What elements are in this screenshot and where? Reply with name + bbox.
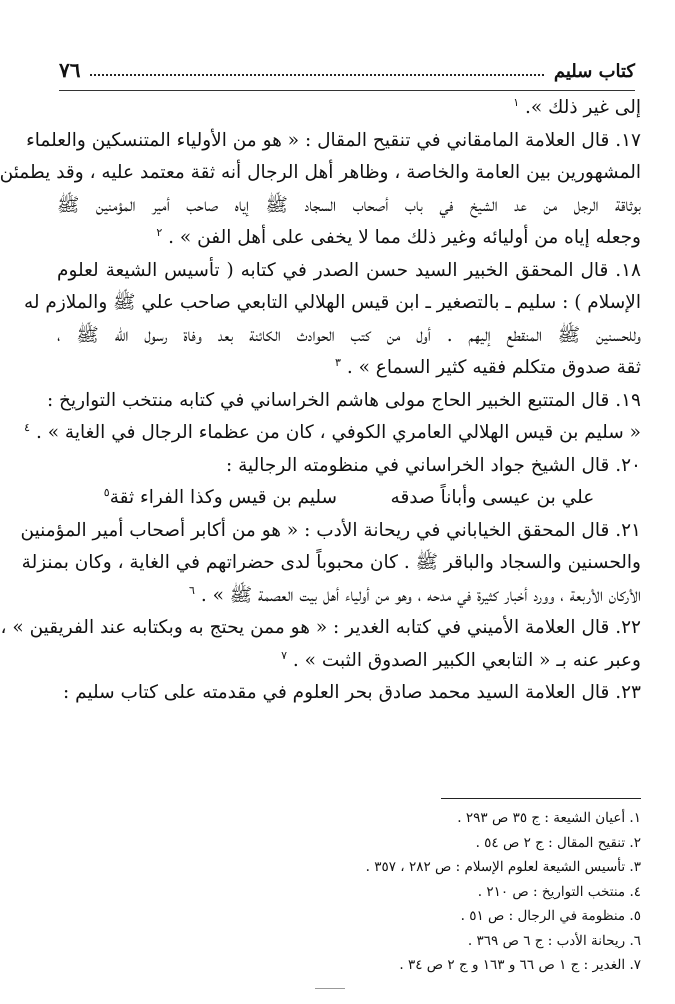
paragraph (57, 450, 641, 483)
text-line: وعبر عنه بـ « التابعي الكبير الصدوق الثبت » . $^٧$ (281, 648, 641, 671)
poem-hemistich-left: سليم بن قيس وكذا الفراء ثقة (109, 487, 338, 508)
footnote-item: ٢. تنقيح المقال : ج ٢ ص ٥٤ . (475, 834, 641, 851)
page-bottom-mark (315, 988, 345, 995)
text-line: « سليم بن قيس الهلالي العامري الكوفي ، كان من عظماء الرجال في الغاية » . $^٤$ (24, 420, 641, 443)
dotted-leader (90, 74, 543, 76)
text-line: المشهورين بين العامة والخاصة ، وظاهر أهل الرجال أنه ثقة معتمد عليه ، وقد يطمئن (0, 162, 641, 183)
footnotes (219, 806, 641, 978)
text-line: وللحسنين ﷺ المنقطع إليهم . أول من كتب الحوادث الكائنة بعد وفاة رسول الله ﷺ ، (57, 324, 641, 346)
text-line: ٢٣. قال العلامة السيد محمد صادق بحر العلوم في مقدمته على كتاب سليم : (62, 682, 641, 703)
footnote-item: ١. أعيان الشيعة : ج ٣٥ ص ٢٩٣ . (457, 810, 641, 826)
text-line: الإسلام ) : سليم ـ بالتصغير ـ ابن قيس الهلالي التابعي صاحب علي ﷺ والملازم له (23, 292, 641, 313)
paragraph (24, 385, 641, 450)
text-line: وجعله إياه من أوليائه وغير ذلك مما لا يخفى على أهل الفن » . $^٢$ (156, 225, 641, 248)
footnote-item: ٣. تأسيس الشيعة لعلوم الإسلام : ص ٢٨٢ ، ٣٥٧ . (365, 859, 641, 875)
text-line: والحسنين والسجاد والباقر ﷺ . كان محبوباً لدى حضراتهم في الغاية ، وكان بمنزلة (21, 552, 641, 573)
footnote-item: ٧. الغدير : ج ١ ص ٦٦ و ١٦٣ و ج ٢ ص ٣٤ . (399, 957, 641, 973)
footnote-item: ٦. ريحانة الأدب : ج ٦ ص ٣٦٩ . (467, 932, 641, 949)
text-line: ٢١. قال المحقق الخياباني في ريحانة الأدب : « هو من أكابر أصحاب أمير المؤمنين (20, 519, 641, 541)
poem-hemistich-right: علي بن عيسى وأباناً صدقه (390, 487, 595, 508)
footnote-item: ٥. منظومة في الرجال : ص ٥١ . (460, 908, 641, 924)
text-line: إلى غير ذلك ». $^١$ (513, 95, 641, 118)
text-line: ٢٢. قال العلامة الأميني في كتابه الغدير : « هو ممن يحتج به وبكتابه عند الفريقين » ، (0, 617, 641, 638)
poem-footnote-ref: ٥ (103, 485, 110, 499)
paragraph (57, 677, 641, 710)
text-line: الأركان الأربعة ، وورد أخبار كثيرة في مدحه ، وهو من أولياء أهل بيت العصمة ﷺ » . $^٦$ (189, 583, 641, 606)
running-title: كتاب سليم (553, 61, 635, 82)
paragraph (23, 255, 641, 385)
poem-verse (57, 482, 641, 515)
paragraph (0, 612, 641, 677)
page-header (59, 42, 635, 91)
footnote-item: ٤. منتخب التواريخ : ص ٢١٠ . (477, 883, 641, 900)
text-line: ١٩. قال المتتبع الخبير الحاج مولى هاشم الخراساني في كتابه منتخب التواريخ : (46, 389, 641, 411)
text-line: ٢٠. قال الشيخ جواد الخراساني في منظومته الرجالية : (226, 454, 641, 476)
text-line: ثقة صدوق متكلم فقيه كثير السماع » . $^٣$ (335, 355, 641, 378)
text-line: ١٧. قال العلامة المامقاني في تنقيح المقال : « هو من الأولياء المتنسكين والعلماء (26, 129, 641, 151)
text-line: ١٨. قال المحقق الخبير السيد حسن الصدر في كتابه ( تأسيس الشيعة لعلوم (57, 259, 641, 281)
paragraph (57, 92, 641, 125)
text-line: بوثاقة الرجل من عد الشيخ في باب أصحاب السجاد ﷺ إياه صاحب أمير المؤمنين ﷺ (57, 194, 641, 216)
page-number: ٧٦ (59, 58, 81, 82)
paragraph (0, 125, 641, 255)
paragraph (20, 515, 641, 613)
main-text (0, 92, 641, 710)
footnote-separator (441, 798, 641, 799)
